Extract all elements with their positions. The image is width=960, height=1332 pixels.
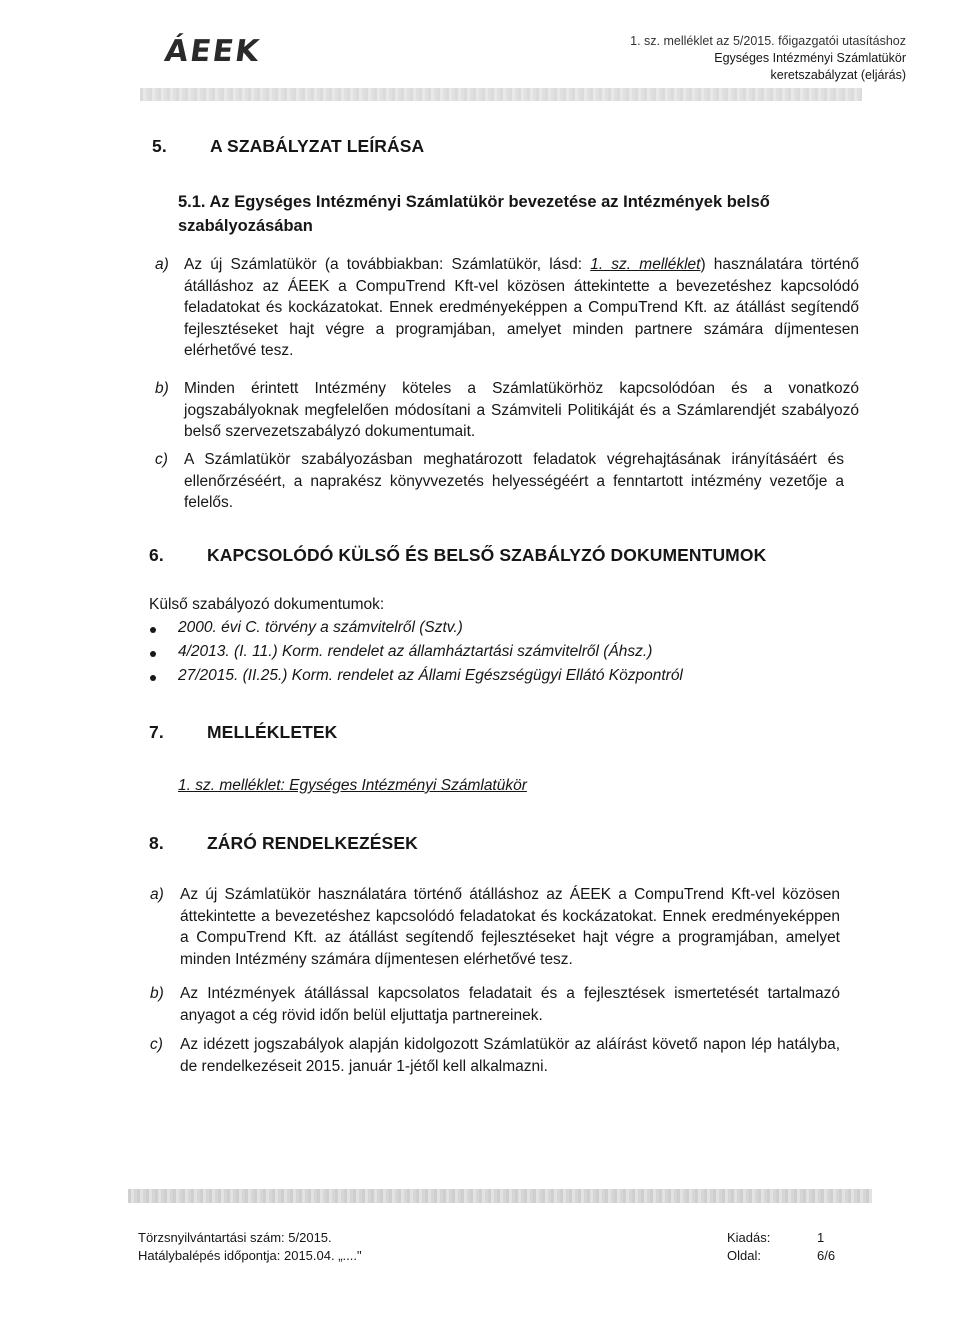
item-text: Az új Számlatükör használatára történő átálláshoz az ÁEEK a CompuTrend Kft-vel közösen áttekintette a bevezetéshez kapcsolódó feladatokat és kockázatokat. Ennek eredményeképpen a CompuTrend Kft. az átállást segítendő fejlesztéseket hajt végre a programjában, amelyet minden Intézmény számára díjmentesen elérhetővé tesz.: [180, 886, 840, 968]
section-number: 5.: [152, 136, 167, 156]
section-7-heading: [149, 722, 337, 743]
header-line-3: keretszabályzat (eljárás): [770, 68, 906, 82]
item-text: [184, 254, 859, 362]
item-label: a): [150, 886, 164, 903]
header-band: [140, 88, 862, 101]
section-8-heading: [149, 833, 418, 854]
page-value: 6/6: [817, 1248, 836, 1263]
item-text: Az Intézmények átállással kapcsolatos feladatait és a fejlesztések ismertetését tartalmazó anyagot a cég rövid időn belül eljuttatja partnereinek.: [180, 985, 840, 1024]
item-label: a): [155, 256, 169, 273]
item-text: Az idézett jogszabályok alapján kidolgozott Számlatükör az aláírást követő napon lép hatályba, de rendelkezéseit 2015. január 1-jétől kell alkalmazni.: [180, 1036, 840, 1075]
bullet-icon: [150, 627, 156, 633]
document-header: [560, 33, 906, 84]
subsection-title: Az Egységes Intézményi Számlatükör bevezetése az Intézmények belső szabályozásában: [178, 193, 770, 235]
footer-right: [727, 1229, 835, 1265]
footer-band: [128, 1189, 872, 1203]
subsection-number: 5.1.: [178, 193, 206, 211]
bullet-icon: [150, 651, 156, 657]
item-label: b): [150, 985, 164, 1002]
list-item-text: 27/2015. (II.25.) Korm. rendelet az Állami Egészségügyi Ellátó Központról: [178, 667, 683, 684]
subsection-5-1-heading: [178, 190, 858, 238]
section-number: 6.: [149, 545, 164, 565]
bullet-icon: [150, 675, 156, 681]
item-label: c): [150, 1036, 163, 1053]
section-title: MELLÉKLETEK: [207, 722, 338, 742]
section-title: A SZABÁLYZAT LEÍRÁSA: [210, 136, 425, 156]
item-text: Minden érintett Intézmény köteles a Számlatükörhöz kapcsolódóan és a vonatkozó jogszabályoknak megfelelően módosítani a Számviteli Politikáját és a Számlarendjét szabályozó belső szervezetszabályzó dokumentumait.: [184, 380, 859, 440]
page-label: Oldal:: [727, 1248, 761, 1263]
section-5-heading: [152, 136, 424, 157]
item-text-start: Az új Számlatükör (a továbbiakban: Számlatükör, lásd:: [184, 256, 591, 273]
registry-number: Törzsnyilvántartási szám: 5/2015.: [138, 1230, 332, 1245]
section-title: ZÁRÓ RENDELKEZÉSEK: [207, 833, 418, 853]
edition-value: 1: [817, 1230, 825, 1245]
item-text: A Számlatükör szabályozásban meghatározott feladatok végrehajtásának irányításáért és ellenőrzéséért, a naprakész könyvvezetés helyességéért a fenntartott intézmény vezetője a felelős.: [184, 451, 844, 511]
section-6-heading: [149, 545, 766, 566]
section-number: 8.: [149, 833, 164, 853]
header-line-2: Egységes Intézményi Számlatükör: [714, 51, 906, 65]
footer-left: [138, 1229, 362, 1265]
aeek-logo: ÁEEK: [162, 34, 263, 69]
effective-date: Hatálybalépés időpontja: 2015.04. „....": [138, 1248, 362, 1263]
item-label: c): [155, 451, 168, 468]
section-title: KAPCSOLÓDÓ KÜLSŐ ÉS BELSŐ SZABÁLYZÓ DOKUMENTUMOK: [207, 545, 767, 565]
header-line-1: 1. sz. melléklet az 5/2015. főigazgatói utasításhoz: [630, 34, 906, 48]
annex-link[interactable]: 1. sz. melléklet: Egységes Intézményi Számlatükör: [178, 777, 527, 794]
item-label: b): [155, 380, 169, 397]
external-documents-title: Külső szabályozó dokumentumok:: [149, 596, 385, 613]
list-item-text: 4/2013. (I. 11.) Korm. rendelet az államháztartási számvitelről (Áhsz.): [178, 643, 653, 660]
list-item-text: 2000. évi C. törvény a számvitelről (Sztv.): [178, 619, 463, 636]
item-text-end: ) használatára történő átálláshoz az ÁEEK a CompuTrend Kft-vel közösen áttekintette a bevezetéshez kapcsolódó feladatokat és kockázatokat. Ennek eredményeképpen a CompuTrend Kft. az átállást segítendő fejlesztéseket hajt végre a programjában, amelyet minden partnere számára díjmentesen elérhetővé tesz.: [184, 256, 860, 359]
section-number: 7.: [149, 722, 164, 742]
annex-reference-link[interactable]: 1. sz. melléklet: [590, 256, 701, 273]
edition-label: Kiadás:: [727, 1230, 771, 1245]
